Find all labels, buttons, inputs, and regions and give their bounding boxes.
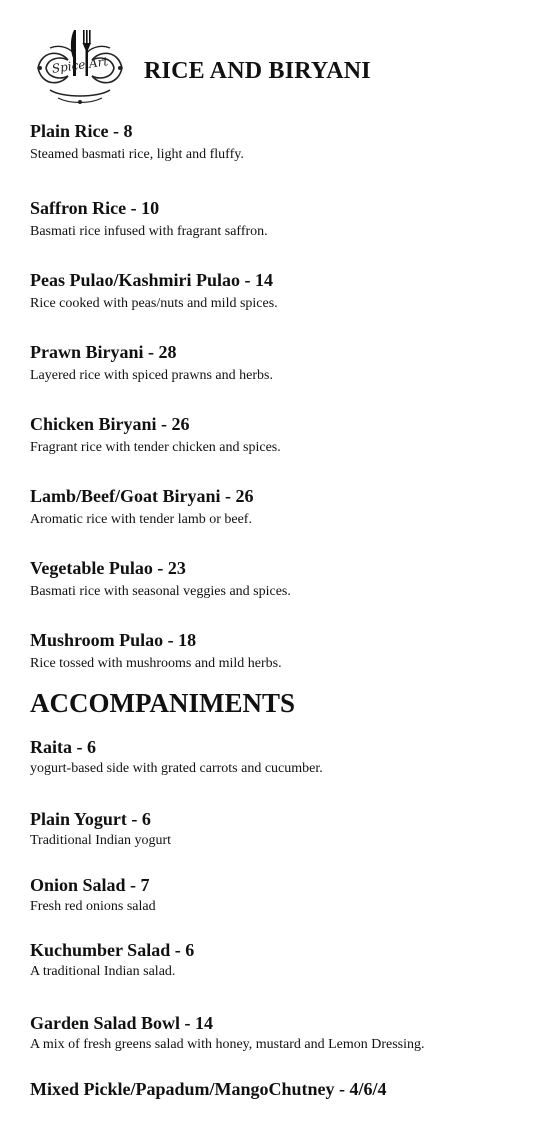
menu-item (30, 485, 530, 528)
menu-item (30, 269, 530, 312)
item-description: Traditional Indian yogurt (30, 833, 172, 848)
item-title: Prawn Biryani - 28 (30, 342, 177, 362)
item-description: Steamed basmati rice, light and fluffy. (30, 147, 244, 162)
page-title: RICE AND BIRYANI (144, 58, 371, 84)
menu-item (30, 808, 530, 849)
menu-item (30, 939, 530, 980)
item-title: Garden Salad Bowl - 14 (30, 1013, 214, 1033)
menu-header (30, 24, 530, 112)
item-title: Onion Salad - 7 (30, 875, 150, 895)
item-title: Plain Rice - 8 (30, 121, 133, 141)
menu-item (30, 1012, 530, 1053)
item-title: Mixed Pickle/Papadum/MangoChutney - 4/6/4 (30, 1079, 387, 1099)
menu-item (30, 557, 530, 600)
section-title: ACCOMPANIMENTS (30, 688, 295, 718)
item-description: Fresh red onions salad (30, 899, 156, 914)
logo-text: Spice Art (50, 54, 109, 76)
item-title: Saffron Rice - 10 (30, 198, 160, 218)
item-description: yogurt-based side with grated carrots and cucumber. (30, 761, 323, 776)
item-title: Vegetable Pulao - 23 (30, 558, 186, 578)
item-description: Rice tossed with mushrooms and mild herbs. (30, 656, 282, 671)
item-description: Basmati rice infused with fragrant saffron. (30, 224, 268, 239)
item-title: Kuchumber Salad - 6 (30, 940, 195, 960)
menu-item (30, 413, 530, 456)
item-title: Mushroom Pulao - 18 (30, 630, 197, 650)
item-description: A mix of fresh greens salad with honey, mustard and Lemon Dressing. (30, 1037, 425, 1052)
item-title: Raita - 6 (30, 737, 96, 757)
item-description: Rice cooked with peas/nuts and mild spices. (30, 296, 278, 311)
menu-item (30, 629, 530, 672)
item-description: Aromatic rice with tender lamb or beef. (30, 512, 252, 527)
menu-item (30, 197, 530, 240)
menu-item (30, 736, 530, 777)
item-title: Peas Pulao/Kashmiri Pulao - 14 (30, 270, 273, 290)
item-description: Basmati rice with seasonal veggies and spices. (30, 584, 291, 599)
item-title: Plain Yogurt - 6 (30, 809, 151, 829)
item-description: Layered rice with spiced prawns and herbs. (30, 368, 273, 383)
menu-item (30, 120, 530, 163)
item-description: A traditional Indian salad. (30, 964, 176, 979)
item-description: Fragrant rice with tender chicken and spices. (30, 440, 281, 455)
item-title: Lamb/Beef/Goat Biryani - 26 (30, 486, 254, 506)
menu-item (30, 874, 530, 915)
menu-item (30, 341, 530, 384)
restaurant-logo (30, 28, 130, 108)
menu-item (30, 1078, 530, 1100)
item-title: Chicken Biryani - 26 (30, 414, 190, 434)
